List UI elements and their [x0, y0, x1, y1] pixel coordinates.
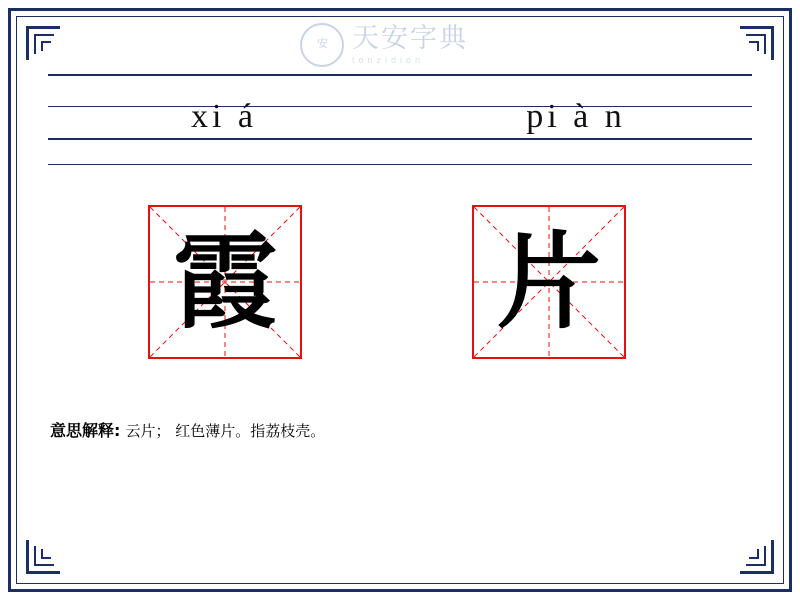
brand-watermark — [300, 18, 500, 72]
staff-line-4 — [48, 164, 752, 165]
character-grid-area — [48, 205, 752, 363]
brand-text — [352, 25, 468, 65]
meaning-label: 意思解释: — [50, 421, 121, 440]
character-box-2 — [472, 205, 626, 359]
character-glyph-2: 片 — [496, 221, 601, 343]
staff-line-1 — [48, 74, 752, 76]
pinyin-syllable-2: pi à n — [526, 98, 626, 135]
corner-ornament-bottom-right — [740, 540, 774, 574]
seal-icon: 安 — [300, 23, 344, 67]
character-glyph-1: 霞 — [172, 221, 277, 343]
meaning-text: 云片； 红色薄片。指荔枝壳。 — [125, 422, 326, 440]
corner-ornament-top-left — [26, 26, 60, 60]
brand-name-pinyin: tonzidion — [352, 55, 425, 65]
pinyin-syllable-1: xi á — [190, 98, 258, 135]
pinyin-staff — [48, 74, 752, 170]
brand-name-cn: 天安字典 — [352, 23, 468, 54]
pinyin-row — [48, 94, 752, 142]
character-box-1 — [148, 205, 302, 359]
meaning-line — [50, 418, 750, 441]
corner-ornament-bottom-left — [26, 540, 60, 574]
corner-ornament-top-right — [740, 26, 774, 60]
